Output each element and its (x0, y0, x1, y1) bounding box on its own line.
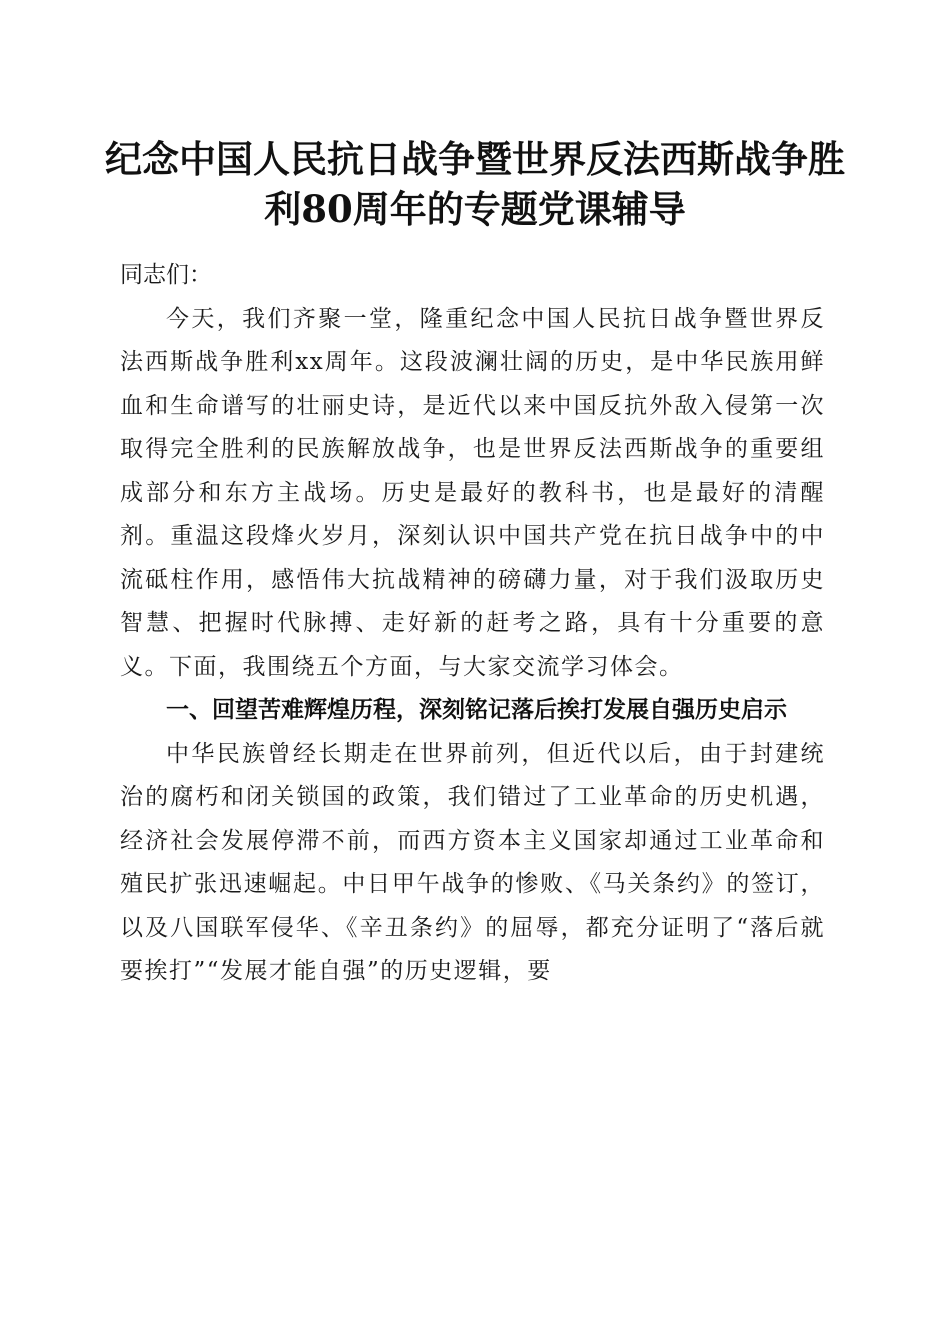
title-line-1: 纪念中国人民抗日战争暨世界反法西斯战争胜 (105, 137, 845, 181)
intro-paragraph: 今天，我们齐聚一堂，隆重纪念中国人民抗日战争暨世界反法西斯战争胜利xx周年。这段波澜壮阔的历史，是中华民族用鲜血和生命谱写的壮丽史诗，是近代以来中国反抗外敌入侵第一次取得完全胜利的民族解放战争，也是世界反法西斯战争的重要组成部分和东方主战场。历史是最好的教科书，也是最好的清醒剂。重温这段烽火岁月，深刻认识中国共产党在抗日战争中的中流砥柱作用，感悟伟大抗战精神的磅礴力量，对于我们汲取历史智慧、把握时代脉搏、走好新的赶考之路，具有十分重要的意义。下面，我围绕五个方面，与大家交流学习体会。 (120, 305, 825, 680)
section-1-heading: 一、回望苦难辉煌历程，深刻铭记落后挨打发展自强历史启示 (166, 697, 787, 723)
document-title (100, 134, 850, 234)
title-line-2: 利80周年的专题党课辅导 (264, 187, 686, 231)
section-1-paragraph: 中华民族曾经长期走在世界前列，但近代以后，由于封建统治的腐朽和闭关锁国的政策，我们错过了工业革命的历史机遇，经济社会发展停滞不前，而西方资本主义国家却通过工业革命和殖民扩张迅速崛起。中日甲午战争的惨败、《马关条约》的签订，以及八国联军侵华、《辛丑条约》的屈辱，都充分证明了“落后就要挨打”“发展才能自强”的历史逻辑，要 (120, 740, 825, 984)
document-body (120, 254, 825, 994)
salutation: 同志们： (120, 262, 212, 288)
